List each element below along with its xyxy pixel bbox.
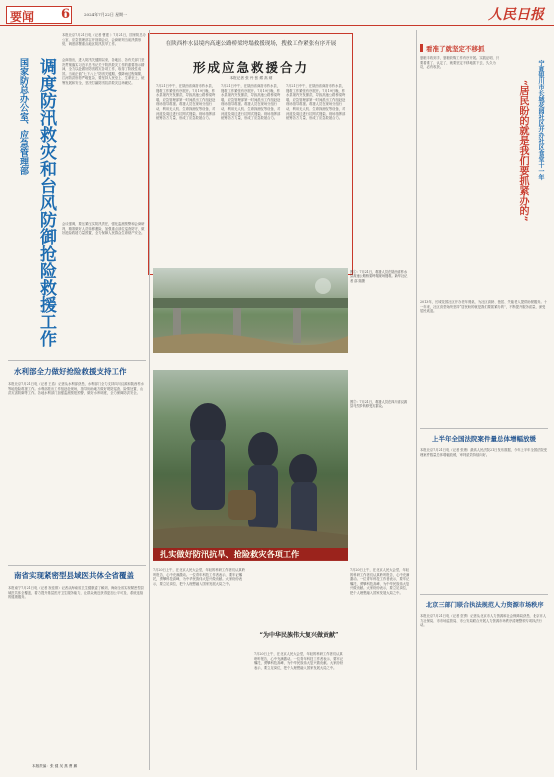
right-divider-2	[420, 594, 548, 595]
section-label: 要闻	[10, 10, 35, 24]
right-article3-body: 本报北京7月21日电（记者 贺勇）记者从北京市人力资源和社会保障局获悉，北京市人力社保局、市市场监管局、市公安局联合开展人力资源市场秩序清理整顿专项执法行动。	[420, 614, 547, 628]
issue-date: 2024年7月22日 星期一	[84, 12, 128, 17]
left-intro: 本报北京7月21日电（记者 曹建 ）7月21日，国家防总办公室、应急管理部召开视频会议，会商研判当前汛情形势，调度部署重点地区防汛抗旱工作。	[62, 33, 146, 47]
right-vertical-headline: “居民盼的就是我们要抓紧办的”	[517, 80, 528, 222]
left-divider-2	[8, 565, 146, 566]
article2-title: 水利部全力做好抢险救援支持工作	[14, 367, 127, 376]
commentary-marker	[420, 44, 423, 52]
feature-byline: 本报记者 张 丹 张 熠 高 炳	[229, 76, 273, 80]
feature-body-col-3: 7月21日中午，在陕西省商洛市柞水县，搜救工作紧张有序展开。7月19日晚，柞水县境内突发暴洪，导致高速公路桥梁垮塌，应急管理部第一时间派出工作组赶赴现场指导救援。救援人员在现场分组行动，利用无人机、生命探测仪等设备，对河道及周边进行拉网式搜索。现场指挥部统筹各方力量，形成了应急救援合力。	[286, 84, 346, 121]
photo-rescuers-illustration	[153, 370, 348, 560]
left-headline: 调度防汛救灾和台风防御抢险救援工作	[36, 58, 56, 347]
newspaper-logo: 人民日报	[488, 7, 544, 23]
photo2-caption: 图②：7月21日，救援人员在四川省汉源县马烈乡转移受灾群众。	[350, 400, 408, 409]
left-body-2: 会议强调，要压紧压实防汛责任，强化监测预警和会商研判，精准做好人员转移避险，加强重点部位巡查防守，做好抢险救援力量预置，全力保障人民群众生命财产安全。	[62, 222, 145, 236]
photo-bridge-illustration	[153, 268, 348, 353]
center-article-title: “为中华民族伟大复兴做贡献”	[259, 632, 339, 639]
left-divider-1	[8, 360, 146, 361]
left-subhead: 国家防总办公室、应急管理部	[18, 58, 28, 175]
feature-kicker: 在陕西柞水县境内高速公路桥梁垮塌救援现场，搜救工作紧张有序开展	[165, 41, 337, 47]
page-number: 6	[61, 7, 71, 22]
banner-text: 扎实做好防汛抗旱、抢险救灾各项工作	[160, 549, 300, 559]
right-article2-title: 上半年全国法院案件量总体增幅放缓	[432, 435, 536, 443]
right-divider-1	[420, 428, 548, 429]
right-vertical-subhead: 宁夏银川市长城花园社区开办社区食堂十一年	[537, 60, 544, 180]
commentary-label: 看准了就坚定不移抓	[426, 45, 485, 53]
center-lower-col-2: 7月20日上午，在北京人民大会堂，年轻的科研工作者们认真聆听报告，心中充满激动。一位青年科技工作者表示，要牢记嘱托，勇攀科技高峰，为中华民族伟大复兴做贡献。大家纷纷表示，要立足岗位，把个人理想融入国家发展大局之中。	[254, 652, 344, 670]
feature-body-col-2: 7月21日中午，在陕西省商洛市柞水县，搜救工作紧张有序展开。7月19日晚，柞水县境内突发暴洪，导致高速公路桥梁垮塌，应急管理部第一时间派出工作组赶赴现场指导救援。救援人员在现场分组行动，利用无人机、生命探测仪等设备，对河道及周边进行拉网式搜索。现场指挥部统筹各方力量，形成了应急救援合力。	[221, 84, 281, 121]
center-lower-col-3: 7月20日上午，在北京人民大会堂，年轻的科研工作者们认真聆听报告，心中充满激动。一位青年科技工作者表示，要牢记嘱托，勇攀科技高峰，为中华民族伟大复兴做贡献。大家纷纷表示，要立足岗位，把个人理想融入国家发展大局之中。	[350, 568, 410, 595]
center-lower-col-1: 7月20日上午，在北京人民大会堂，年轻的科研工作者们认真聆听报告，心中充满激动。一位青年科技工作者表示，要牢记嘱托，勇攀科技高峰，为中华民族伟大复兴做贡献。大家纷纷表示，要立足岗位，把个人理想融入国家发展大局之中。	[153, 568, 246, 586]
column-rule-2	[416, 30, 417, 770]
right-body: 2013年，长城花园社区开办老年餐桌，为社区高龄、独居、失能老人提供助餐服务。十一年来，社区食堂始终坚持“居民盼的就是我们要抓紧办的”，不断提升服务质量，深受居民欢迎。	[420, 300, 548, 314]
right-article2-body: 本报北京7月21日电（记者 张璁）最高人民法院21日发布数据，今年上半年全国法院受理案件数量总体增幅放缓，审判质效持续向好。	[420, 448, 547, 457]
photo-bridge-rescue	[153, 268, 348, 353]
photo1-caption: 图①：7月21日，救援人员在陕西省柞水县高速公路桥梁垮塌现场搜救。新华社记者 邵 瑞摄	[350, 270, 408, 283]
feature-body-col-1: 7月21日中午，在陕西省商洛市柞水县，搜救工作紧张有序展开。7月19日晚，柞水县境内突发暴洪，导致高速公路桥梁垮塌，应急管理部第一时间派出工作组赶赴现场指导救援。救援人员在现场分组行动，利用无人机、生命探测仪等设备，对河道及周边进行拉网式搜索。现场指挥部统筹各方力量，形成了应急救援合力。	[156, 84, 216, 121]
article3-title: 南省实现紧密型县域医共体全省覆盖	[14, 571, 134, 580]
column-rule-1	[149, 30, 150, 770]
right-article3-title: 北京三部门联合执法规范人力资源市场秩序	[426, 602, 544, 609]
photo-flood-evacuation	[153, 370, 348, 560]
feature-headline: 形成应急救援合力	[192, 60, 309, 75]
article2-body: 本报北京7月21日电（记者 王浩）记者从水利部获悉，水利部门全力支持四川汉源和陕西柞水等地抢险救援工作。水利部派出工作组赶赴现场，指导协助地方做好堤防巡查、险情处置、山洪灾害防御等工作。各地水利部门加强监测预报预警，做好水库调度，全力保障防洪安全。	[8, 382, 144, 396]
article3-body: 本报南宁7月21日电（记者 祝佳祺）记者从海南省卫生健康委了解到，海南全省实现紧密型县域医共体全覆盖，着力提升基层医疗卫生服务能力，让群众就近获得更加公平可及、系统连续的健康服务。	[8, 586, 144, 600]
commentary-body: 夏粮丰收到手，夏粮收购工作有序开展。实践证明，只要看准了、认定了，就要坚定不移地抓下去，久久为功，必有收获。	[420, 56, 500, 70]
left-body-1: 会商指出，进入防汛关键期以来，各地区、各有关部门坚决贯彻落实习近平总书记关于防汛救灾工作的重要指示精神，全力以赴做好防汛救灾各项工作，取得了阶段性成效。当前正值“七下八上”防汛关键期，强降雨过程频繁，江河防洪形势严峻复杂，要坚持人民至上、生命至上，统筹发展和安全，坚决打赢防汛抗洪救灾这场硬仗。	[62, 58, 145, 85]
page-byline: 本版责编：张 健 吴 燕 曹 鹏	[32, 764, 78, 768]
